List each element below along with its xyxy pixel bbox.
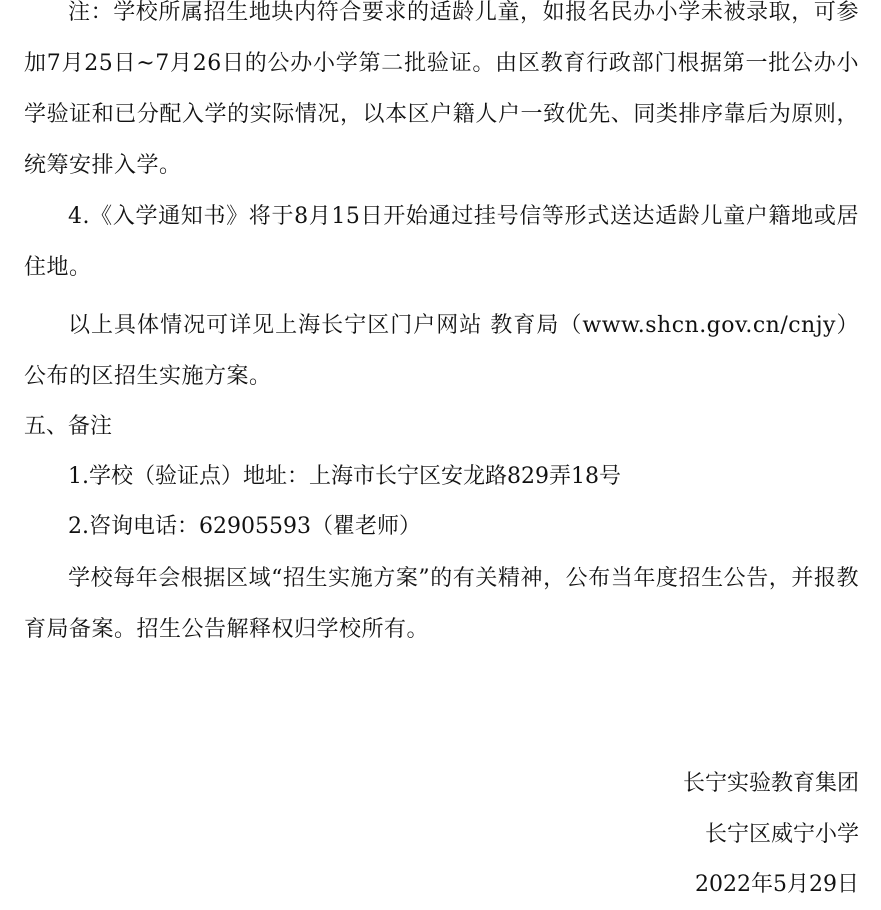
paragraph-item-4: 4.《入学通知书》将于8月15日开始通过挂号信等形式送达适龄儿童户籍地或居住地。 <box>24 204 859 280</box>
paragraph-note: 注：学校所属招生地块内符合要求的适龄儿童，如报名民办小学未被录取，可参加7月25日~7月26日的公办小学第二批验证。由区教育行政部门根据第一批公办小学验证和已分配入学的实际情况，以本区户籍人户一致优先、同类排序靠后为原则，统筹安排入学。 <box>24 0 859 178</box>
paragraph-closing: 学校每年会根据区域“招生实施方案”的有关精神，公布当年度招生公告，并报教育局备案。招生公告解释权归学校所有。 <box>24 566 859 642</box>
paragraph-details: 以上具体情况可详见上海长宁区门户网站 教育局（www.shcn.gov.cn/cnjy）公布的区招生实施方案。 <box>24 313 859 389</box>
signature-group: 长宁实验教育集团 <box>682 771 859 796</box>
remark-phone: 2.咨询电话：62905593（瞿老师） <box>68 514 421 539</box>
signature-date: 2022年5月29日 <box>695 872 859 897</box>
remark-address: 1.学校（验证点）地址：上海市长宁区安龙路829弄18号 <box>68 464 621 489</box>
section-heading-remarks: 五、备注 <box>24 414 113 439</box>
signature-school: 长宁区威宁小学 <box>704 822 859 847</box>
